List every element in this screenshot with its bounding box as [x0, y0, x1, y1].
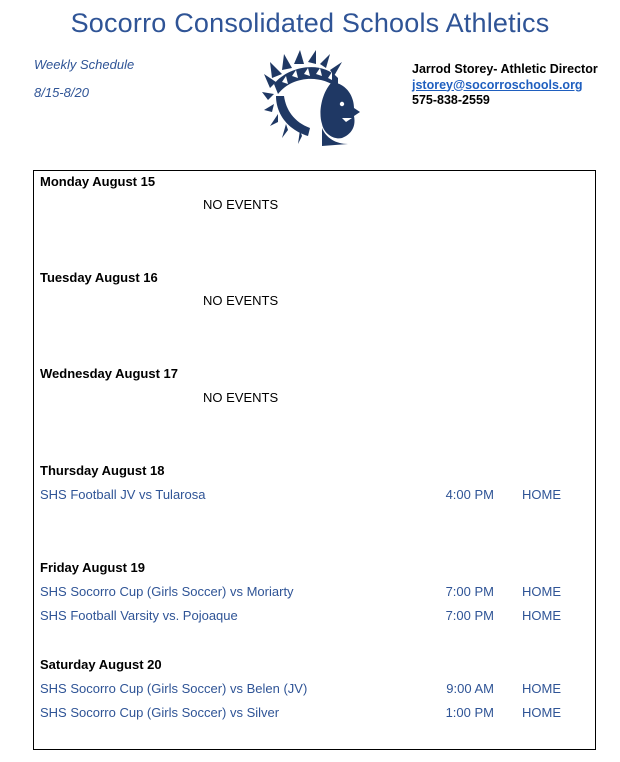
day-label-thursday: Thursday August 18: [40, 463, 165, 478]
contact-block: [412, 62, 598, 109]
day-label-saturday: Saturday August 20: [40, 657, 162, 672]
day-label-wednesday: Wednesday August 17: [40, 366, 178, 381]
date-range: 8/15-8/20: [34, 85, 89, 100]
event-location: HOME: [522, 705, 561, 720]
no-events-wednesday: NO EVENTS: [203, 390, 279, 405]
no-events-monday: NO EVENTS: [203, 197, 279, 212]
director-phone: 575-838-2559: [412, 93, 490, 107]
event-name: SHS Socorro Cup (Girls Soccer) vs Moriarty: [40, 584, 294, 599]
event-name: SHS Socorro Cup (Girls Soccer) vs Silver: [40, 705, 280, 720]
event-name: SHS Socorro Cup (Girls Soccer) vs Belen (JV): [40, 681, 308, 696]
day-label-monday: Monday August 15: [40, 174, 156, 189]
event-name: SHS Football JV vs Tularosa: [40, 487, 206, 502]
day-label-friday: Friday August 19: [40, 560, 145, 575]
day-label-tuesday: Tuesday August 16: [40, 270, 158, 285]
no-events-tuesday: NO EVENTS: [203, 293, 279, 308]
event-time: 7:00 PM: [445, 608, 494, 623]
event-time: 4:00 PM: [445, 487, 494, 502]
event-location: HOME: [522, 487, 561, 502]
event-location: HOME: [522, 681, 561, 696]
event-location: HOME: [522, 584, 561, 599]
event-time: 1:00 PM: [445, 705, 494, 720]
director-name: Jarrod Storey- Athletic Director: [412, 62, 598, 76]
event-name: SHS Football Varsity vs. Pojoaque: [40, 608, 238, 623]
schedule-subtitle: Weekly Schedule: [34, 57, 135, 72]
event-time: 9:00 AM: [446, 681, 494, 696]
event-location: HOME: [522, 608, 561, 623]
director-email-link[interactable]: jstorey@socorroschools.org: [412, 77, 583, 92]
page-title: Socorro Consolidated Schools Athletics: [70, 8, 550, 38]
schedule-table: [33, 170, 596, 750]
event-time: 7:00 PM: [445, 584, 494, 599]
warrior-headdress-logo-icon: [262, 48, 370, 146]
